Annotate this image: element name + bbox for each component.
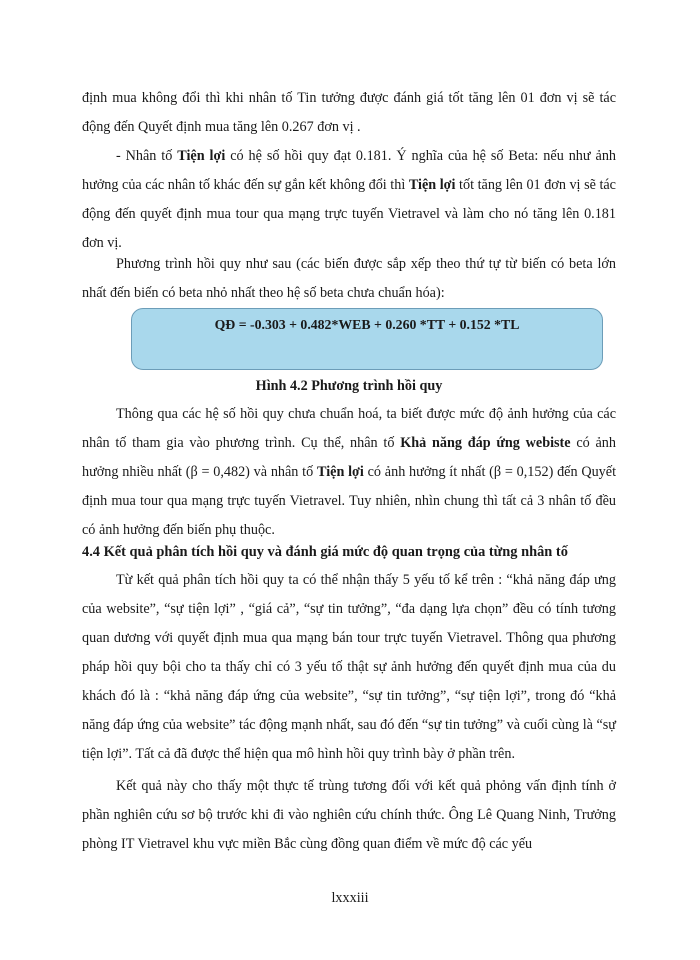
text-run: có ảnh hưởng nhiều nhất (β = 0,482) và nhân tố [82, 435, 616, 480]
paragraph-trust-conclusion: định mua không đổi thì khi nhân tố Tin tưởng được đánh giá tốt tăng lên 01 đơn vị sẽ tác động đến Quyết định mua tăng lên 0.267 đơn vị . [82, 90, 616, 135]
paragraph-regression-intro: Phương trình hồi quy như sau (các biến được sắp xếp theo thứ tự từ biến có beta lớn nhất đến biến có beta nhỏ nhất theo hệ số beta chưa chuẩn hóa): [82, 256, 616, 301]
text-run: có ảnh hưởng ít nhất (β = 0,152) đến Quyết định mua tour qua mạng trực tuyến Vietravel. Tuy nhiên, nhìn chung thì tất cả 3 nhân tố đều có ảnh hưởng đến biến phụ thuộc. [82, 464, 617, 538]
section-heading: 4.4 Kết quả phân tích hồi quy và đánh giá mức độ quan trọng của từng nhân tố [82, 544, 568, 560]
text-run: có hệ số hồi quy đạt 0.181. Ý nghĩa của hệ số Beta: nếu như ảnh hưởng của các nhân tố khác đến sự gắn kết không đổi thì [82, 148, 617, 193]
bold-term-website: Khả năng đáp ứng webiste [400, 435, 571, 451]
bold-term-convenience: Tiện lợi [408, 177, 456, 193]
paragraph-results-summary: Từ kết quả phân tích hồi quy ta có thể nhận thấy 5 yếu tố kể trên : “khả năng đáp ưng của website”, “sự tiện lợi” , “giá cả”, “sự tin tưởng”, “đa dạng lựa chọn” đều có tính tương quan dương với quyết định mua qua mạng bán tour trực tuyến Vietravel. Thông qua phương pháp hồi quy bội cho ta thấy chỉ có 3 yếu tố thật sự ảnh hưởng đến quyết định mua của du khách đó là : “khả năng đáp ứng của website”, “sự tin tưởng”, “sự tiện lợi”, trong đó “khả năng đáp ứng của website” tác động mạnh nhất, sau đó đến “sự tin tưởng” và cuối cùng là “sự tiện lợi”. Tất cả đã được thể hiện qua mô hình hồi quy trình bày ở phần trên. [82, 572, 616, 762]
bold-term-convenience: Tiện lợi [177, 148, 226, 164]
text-run: Thông qua các hệ số hồi quy chưa chuẩn hoá, ta biết được mức độ ảnh hưởng của các nhân tố tham gia vào phương trình. Cụ thể, nhân tố [82, 406, 616, 451]
formula-box [131, 308, 603, 370]
paragraph-convenience-factor [82, 142, 616, 258]
figure-caption: Hình 4.2 Phương trình hồi quy [255, 378, 443, 394]
page-number: lxxxiii [331, 890, 369, 906]
regression-formula: QĐ = -0.303 + 0.482*WEB + 0.260 *TT + 0.152 *TL [214, 317, 520, 332]
bold-term-convenience: Tiện lợi [317, 464, 364, 480]
text-run: - Nhân tố [116, 148, 178, 164]
paragraph-coefficient-analysis [82, 400, 616, 545]
paragraph-interview-comparison: Kết quả này cho thấy một thực tế trùng tương đối với kết quả phỏng vấn định tính ở phần nghiên cứu sơ bộ trước khi đi vào nghiên cứu chính thức. Ông Lê Quang Ninh, Trưởng phòng IT Vietravel khu vực miền Bắc cùng đồng quan điểm về mức độ các yếu [82, 778, 616, 852]
text-run: tốt tăng lên 01 đơn vị sẽ tác động đến quyết định mua tour qua mạng trực tuyến Vietravel và làm cho nó tăng lên 0.181 đơn vị. [82, 177, 616, 251]
